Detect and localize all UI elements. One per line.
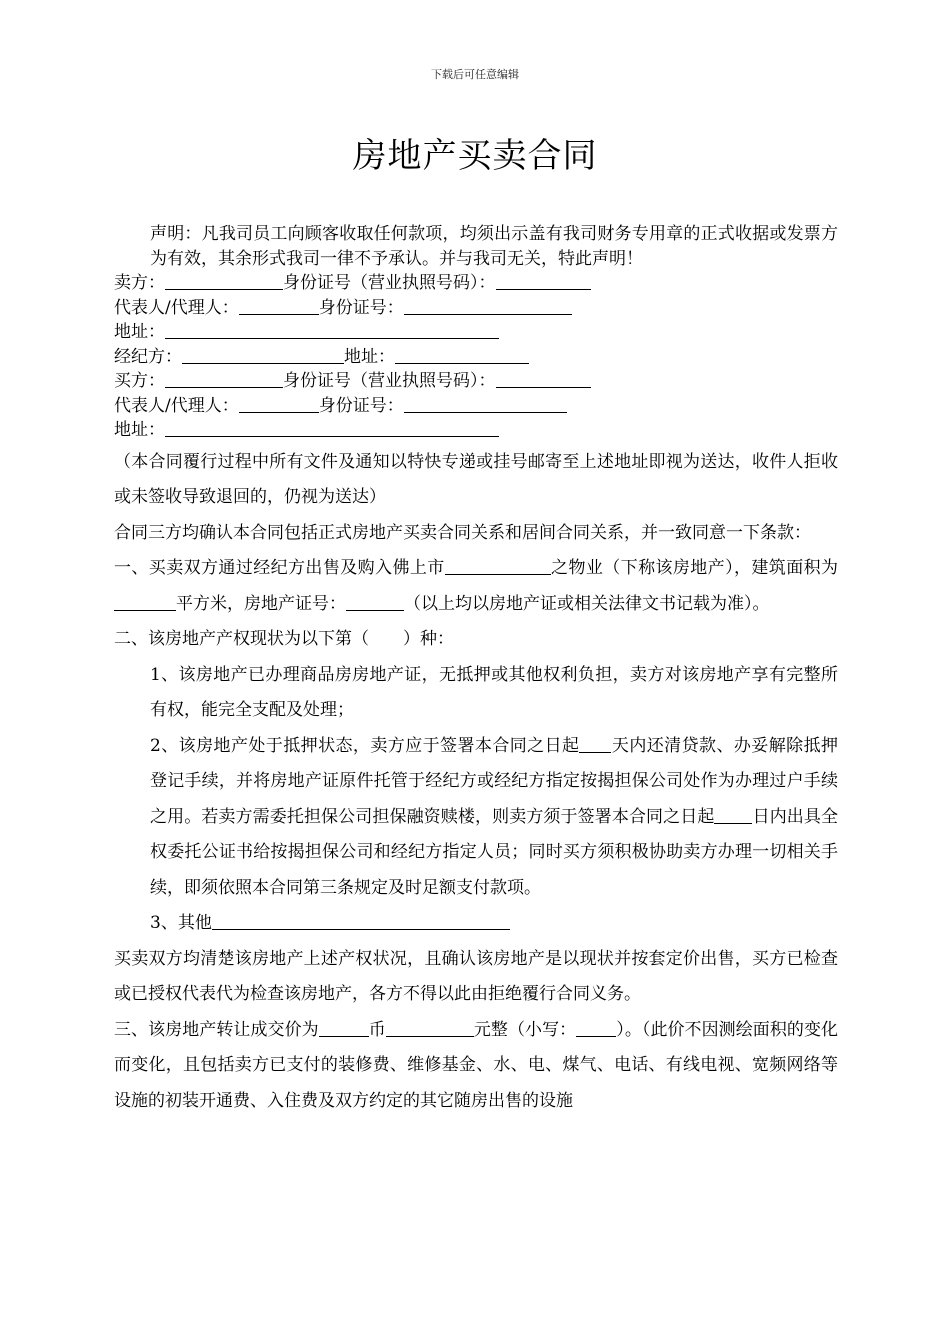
- buyer-line: [114, 369, 838, 394]
- buyer-label: 买方：: [114, 371, 165, 391]
- article-2-item-3: [114, 906, 838, 942]
- item-2-text-a: 2、该房地产处于抵押状态，卖方应于签署本合同之日起: [150, 735, 580, 756]
- buyer-rep-label: 代表人/代理人：: [114, 395, 239, 416]
- agent-line: [114, 345, 838, 370]
- buyer-name-blank[interactable]: [165, 370, 283, 388]
- seller-rep-label: 代表人/代理人：: [114, 297, 239, 318]
- item-2-text-c: 日内出具全权委托公证书给按揭担保公司和经纪方指定人员；同时买方须积极协助卖方办理一切相关手续，即须依照本合同第三条规定及时足额支付款项。: [150, 806, 839, 898]
- seller-rep-id-label: 身份证号：: [318, 297, 404, 318]
- agent-label: 经纪方：: [114, 346, 182, 367]
- article-1-text-a: 一、买卖双方通过经纪方出售及购入佛上市: [114, 558, 445, 578]
- seller-rep-blank[interactable]: [239, 297, 319, 315]
- seller-line: [114, 271, 838, 296]
- article-3: [114, 1013, 838, 1120]
- article-1: [114, 551, 838, 622]
- article-1-text-d: （以上均以房地产证或相关法律文书记载为准）。: [404, 593, 770, 614]
- notary-days-blank[interactable]: [714, 806, 752, 824]
- contract-body: [114, 222, 838, 1119]
- seller-label: 卖方：: [114, 273, 165, 293]
- item-3-label: 3、其他: [150, 913, 212, 933]
- notice-paragraph: （本合同覆行过程中所有文件及通知以特快专递或挂号邮寄至上述地址即视为送达，收件人拒收或未签收导致退回的，仍视为送达）: [114, 451, 838, 507]
- article-2-title: 二、该房地产产权现状为以下第（ ）种：: [114, 629, 454, 649]
- article-2-item-1: 1、该房地产已办理商品房房地产证，无抵押或其他权利负担，卖方对该房地产享有完整所有权，能完全支配及处理；: [150, 664, 838, 720]
- property-location-blank[interactable]: [445, 557, 551, 575]
- agent-name-blank[interactable]: [182, 346, 344, 364]
- page-header: 下载后可任意编辑: [431, 68, 519, 81]
- seller-rep-line: [114, 296, 838, 321]
- article-3-text-d: ）。（此价不因测绘面积的变化而变化，且包括卖方已支付的装修费、维修基金、水、电、煤气、电话、有线电视、宽频网络等设施的初装开通费、入住费及双方约定的其它随房出售的设施: [114, 1019, 839, 1111]
- agent-addr-label: 地址：: [344, 346, 395, 367]
- buyer-rep-id-label: 身份证号：: [318, 395, 404, 416]
- buyer-id-label: 身份证号（营业执照号码）：: [283, 371, 496, 391]
- buyer-rep-id-blank[interactable]: [404, 395, 567, 413]
- agent-addr-blank[interactable]: [395, 346, 529, 364]
- other-status-blank[interactable]: [212, 912, 510, 930]
- price-number-blank[interactable]: [576, 1019, 616, 1037]
- currency-blank[interactable]: [319, 1019, 369, 1037]
- seller-rep-id-blank[interactable]: [404, 297, 572, 315]
- seller-id-blank[interactable]: [496, 272, 591, 290]
- article-3-text-c: 元整（小写：: [473, 1019, 577, 1040]
- seller-addr-label: 地址：: [114, 322, 165, 342]
- seller-addr-blank[interactable]: [165, 321, 499, 339]
- document-title: 房地产买卖合同: [352, 136, 598, 176]
- certificate-number-blank[interactable]: [346, 593, 404, 611]
- repay-days-blank[interactable]: [579, 735, 611, 753]
- article-3-text-a: 三、该房地产转让成交价为: [114, 1019, 319, 1040]
- confirm-paragraph: 合同三方均确认本合同包括正式房地产买卖合同关系和居间合同关系，并一致同意一下条款：: [114, 522, 811, 543]
- article-2-item-2: [114, 729, 838, 907]
- article-2-closing: 买卖双方均清楚该房地产上述产权状况，且确认该房地产是以现状并按套定价出售，买方已检查或已授权代表代为检查该房地产，各方不得以此由拒绝覆行合同义务。: [114, 948, 838, 1004]
- buyer-rep-line: [114, 394, 838, 419]
- buyer-addr-label: 地址：: [114, 420, 165, 440]
- seller-addr-line: [114, 320, 838, 345]
- buyer-addr-line: [114, 418, 838, 443]
- item-2-text-b: 天内还清贷款、办妥解除抵押登记手续，并将房地产证原件托管于经纪方或经纪方指定按揭担保公司处作为办理过户手续之用。若卖方需委托担保公司担保融资赎楼，则卖方须于签署本合同之日起: [150, 735, 839, 827]
- article-3-text-b: 币: [368, 1019, 386, 1040]
- buyer-addr-blank[interactable]: [165, 419, 499, 437]
- buyer-rep-blank[interactable]: [239, 395, 319, 413]
- seller-id-label: 身份证号（营业执照号码）：: [283, 273, 496, 293]
- buyer-id-blank[interactable]: [496, 370, 591, 388]
- seller-name-blank[interactable]: [165, 272, 283, 290]
- article-1-text-c: 平方米，房地产证号：: [176, 593, 346, 614]
- price-words-blank[interactable]: [386, 1019, 474, 1037]
- declaration: 声明：凡我司员工向顾客收取任何款项，均须出示盖有我司财务专用章的正式收据或发票方为有效，其余形式我司一律不予承认。并与我司无关，特此声明！: [150, 224, 838, 269]
- article-1-text-b: 之物业（下称该房地产），建筑面积为: [550, 558, 839, 578]
- area-blank[interactable]: [114, 593, 176, 611]
